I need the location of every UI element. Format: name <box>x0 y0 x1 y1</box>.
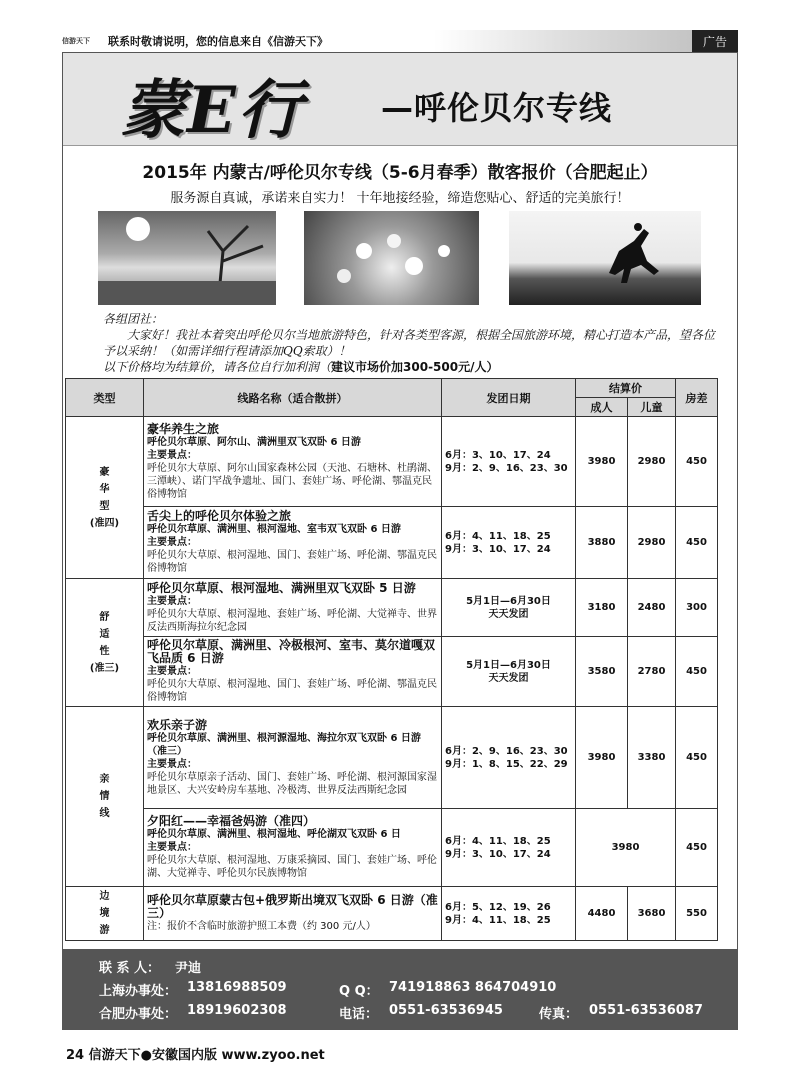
table-row <box>66 707 718 809</box>
hefei-phone: 18919602308 <box>187 1003 287 1018</box>
route-cell <box>144 637 442 707</box>
contact-person-label: 联 系 人： <box>99 961 161 976</box>
banner <box>63 53 737 146</box>
photo-sunny-grassland <box>98 211 276 305</box>
table-row <box>66 809 718 887</box>
price-adult: 3980 <box>576 417 628 507</box>
departure-dates: 6月：4、11、18、25 9月：3、10、17、24 <box>442 507 576 579</box>
table-row <box>66 637 718 707</box>
room-supplement: 450 <box>676 507 718 579</box>
spots-label: 主要景点： <box>147 449 197 461</box>
route-cell <box>144 507 442 579</box>
route-title: 呼伦贝尔草原、满洲里、冷极根河、室韦、莫尔道嘎双飞品质 6 日游 <box>147 638 436 665</box>
price-suggestion: 建议市场价加300-500元/人） <box>331 360 499 374</box>
room-supplement: 300 <box>676 579 718 637</box>
fax-label: 传真： <box>539 1007 579 1022</box>
route-subtitle: 呼伦贝尔草原、满洲里、根河湿地、呼伦湖双飞双卧 6 日 <box>147 829 401 840</box>
price-adult: 3580 <box>576 637 628 707</box>
table-row <box>66 507 718 579</box>
category-border: 边 境 游 <box>66 887 144 941</box>
departure-dates: 6月：2、9、16、23、30 9月：1、8、15、22、29 <box>442 707 576 809</box>
header-room: 房差 <box>676 379 718 417</box>
header-price: 结算价 <box>576 379 676 398</box>
price-child: 2980 <box>628 507 676 579</box>
spots-label: 主要景点： <box>147 595 197 607</box>
header-adult: 成人 <box>576 398 628 417</box>
route-subtitle: 呼伦贝尔草原、阿尔山、满洲里双飞双卧 6 日游 <box>147 436 361 448</box>
room-supplement: 450 <box>676 707 718 809</box>
route-spots: 呼伦贝尔大草原、根河湿地、国门、套娃广场、呼伦湖、鄂温克民俗博物馆 <box>147 550 437 574</box>
ad-frame <box>62 52 738 1030</box>
qq-numbers: 741918863 864704910 <box>389 980 557 995</box>
route-cell <box>144 579 442 637</box>
price-adult: 3980 <box>576 707 628 809</box>
price-child: 3380 <box>628 707 676 809</box>
route-subtitle: 呼伦贝尔草原、满洲里、根河湿地、室韦双飞双卧 6 日游 <box>147 524 401 535</box>
room-supplement: 450 <box>676 417 718 507</box>
route-title: 舌尖上的呼伦贝尔体验之旅 <box>147 509 292 523</box>
tel-number: 0551-63536945 <box>389 1003 503 1018</box>
category-luxury: 豪 华 型 (准四) <box>66 417 144 579</box>
page-footer: 24 信游天下●安徽国内版 www.zyoo.net <box>66 1048 325 1063</box>
price-adult: 3180 <box>576 579 628 637</box>
departure-dates: 6月：4、11、18、25 9月：3、10、17、24 <box>442 809 576 887</box>
hefei-office-label: 合肥办事处： <box>99 1007 178 1022</box>
spots-label: 主要景点： <box>147 758 197 770</box>
route-title: 呼伦贝尔草原蒙古包+俄罗斯出境双飞双卧 6 日游（准三） <box>147 893 438 920</box>
fax-number: 0551-63536087 <box>589 1003 703 1018</box>
route-spots: 呼伦贝尔大草原、根河湿地、国门、套娃广场、呼伦湖、鄂温克民俗博物馆 <box>147 679 437 703</box>
top-bar <box>62 30 738 52</box>
headline: 2015年 内蒙古/呼伦贝尔专线（5-6月春季）散客报价（合肥起止） <box>142 163 658 183</box>
horse-rider-icon <box>509 211 701 305</box>
route-spots: 呼伦贝尔大草原、根河湿地、套娃广场、呼伦湖、大觉禅寺、世界反法西斯海拉尔纪念园 <box>147 608 437 633</box>
departure-dates: 5月1日—6月30日 天天发团 <box>442 579 576 637</box>
price-adult: 3880 <box>576 507 628 579</box>
departure-dates: 6月：3、10、17、24 9月：2、9、16、23、30 <box>442 417 576 507</box>
table-row <box>66 579 718 637</box>
route-cell <box>144 887 442 941</box>
spots-label: 主要景点： <box>147 666 197 677</box>
price-merged: 3980 <box>576 809 676 887</box>
shanghai-office-label: 上海办事处： <box>99 984 178 999</box>
route-title: 呼伦贝尔草原、根河湿地、满洲里双飞双卧 5 日游 <box>147 580 416 595</box>
contact-panel <box>63 949 737 1029</box>
spots-label: 主要景点： <box>147 842 197 853</box>
table-row <box>66 417 718 507</box>
route-note: 注：报价不含临时旅游护照工本费（约 300 元/人） <box>147 921 376 932</box>
route-spots: 呼伦贝尔草原亲子活动、国门、套娃广场、呼伦湖、根河源国家湿地景区、大兴安岭房车基地、冷极湾、世界反法西斯纪念园 <box>147 771 437 796</box>
ad-tag: 广告 <box>692 30 738 52</box>
route-spots: 呼伦贝尔大草原、阿尔山国家森林公园（天池、石塘林、杜鹃湖、三潭峡）、诺门罕战争遗址、国门、套娃广场、呼伦湖、鄂温克民俗博物馆 <box>147 462 437 500</box>
price-table <box>65 378 718 941</box>
route-title: 豪华养生之旅 <box>147 421 220 436</box>
route-title: 欢乐亲子游 <box>147 717 208 732</box>
photo-wildflowers <box>304 211 479 305</box>
price-child: 2480 <box>628 579 676 637</box>
banner-subtitle: —呼伦贝尔专线 <box>381 89 613 127</box>
room-supplement: 450 <box>676 809 718 887</box>
price-child: 2780 <box>628 637 676 707</box>
brand-logo: 蒙E行 <box>121 73 304 148</box>
intro-greeting: 各组团社： <box>103 312 164 326</box>
category-family: 亲 情 线 <box>66 707 144 887</box>
route-subtitle: 呼伦贝尔草原、满洲里、根河源湿地、海拉尔双飞双卧 6 日游（准三） <box>147 732 421 757</box>
header-dates: 发团日期 <box>442 379 576 417</box>
tel-label: 电话： <box>339 1007 379 1022</box>
route-title: 夕阳红——幸福爸妈游（准四） <box>147 814 316 828</box>
header-type: 类型 <box>66 379 144 417</box>
header-route: 线路名称（适合散拼） <box>144 379 442 417</box>
intro-paragraph: 大家好！我社本着突出呼伦贝尔当地旅游特色，针对各类型客源，根据全国旅游环境，精心打造本产品，望各位予以采纳！（如需详细行程请添加QQ索取）！ <box>103 328 716 358</box>
table-row <box>66 887 718 941</box>
departure-dates: 5月1日—6月30日 天天发团 <box>442 637 576 707</box>
route-cell <box>144 707 442 809</box>
photo-horse-rider <box>509 211 701 305</box>
room-supplement: 450 <box>676 637 718 707</box>
spots-label: 主要景点： <box>147 537 197 548</box>
route-spots: 呼伦贝尔大草原、根河湿地、万康采摘园、国门、套娃广场、呼伦湖、大觉禅寺、呼伦贝尔民族博物馆 <box>147 855 437 879</box>
intro-note: 以下价格均为结算价，请各位自行加利润（建议市场价加300-500元/人） <box>103 360 499 374</box>
route-cell <box>144 417 442 507</box>
flower-icon <box>304 211 479 305</box>
contact-person: 尹迪 <box>175 961 202 976</box>
room-supplement: 550 <box>676 887 718 941</box>
route-cell <box>144 809 442 887</box>
category-comfort: 舒 适 性 (准三) <box>66 579 144 707</box>
departure-dates: 6月：5、12、19、26 9月：4、11、18、25 <box>442 887 576 941</box>
intro-text <box>103 311 723 375</box>
price-child: 3680 <box>628 887 676 941</box>
header-child: 儿童 <box>628 398 676 417</box>
price-adult: 4480 <box>576 887 628 941</box>
price-child: 2980 <box>628 417 676 507</box>
tree-silhouette-icon <box>98 211 276 305</box>
source-notice: 联系时敬请说明，您的信息来自《信游天下》 <box>108 35 328 48</box>
publisher-logo: 信游天下 <box>62 37 90 45</box>
slogan: 服务源自真诚，承诺来自实力！ 十年地接经验，缔造您贴心、舒适的完美旅行！ <box>170 191 630 206</box>
qq-label: Q Q： <box>339 984 379 999</box>
shanghai-phone: 13816988509 <box>187 980 287 995</box>
